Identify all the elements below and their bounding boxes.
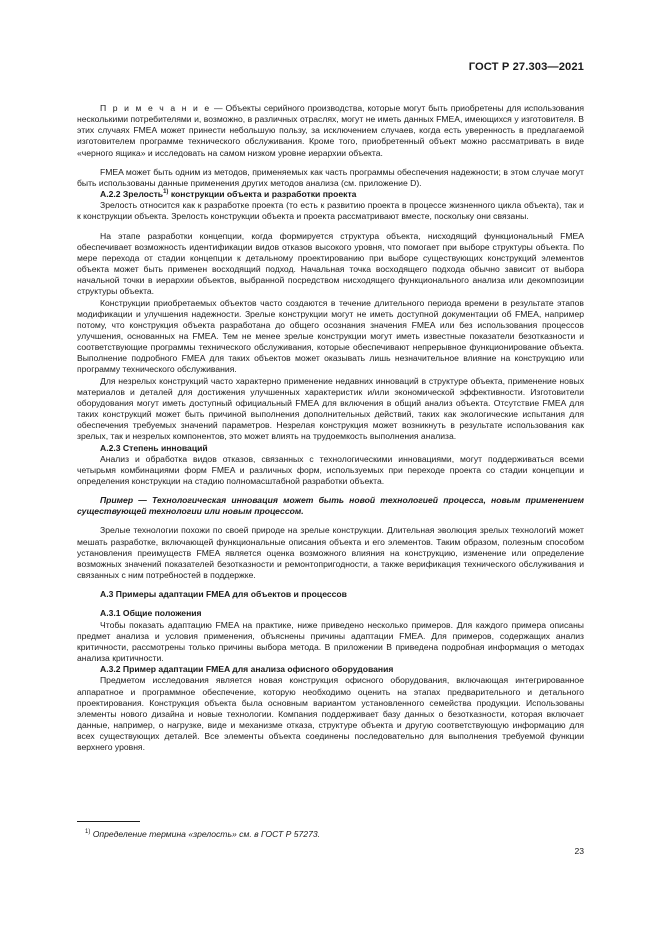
heading-a22-text: A.2.2 Зрелость <box>100 189 164 200</box>
note-label: П р и м е ч а н и е <box>100 103 211 113</box>
heading-a23: A.2.3 Степень инноваций <box>100 442 208 453</box>
paragraph-office: Предметом исследования является новая конструкция офисного оборудования, включающая интегрированное аппаратное и программное обеспечение, которую необходимо оценить на этапах предварительного и детального проектирования. Конструкция объекта была основным вариантом установленного семейства продукции. Использованы элементы нового дизайна и новые технологии. Компания поддерживает базу данных о безотказности, которая включает данные, например, о нагрузке, виде и механизме отказа, структуре объекта и другую соответствующую информацию для всех существующих деталей. Все элементы объекта соединены последовательно для выполнения требуемой функции верхнего уровня. <box>77 675 584 753</box>
footnote-text: Определение термина «зрелость» см. в ГОСТ Р 57273. <box>90 829 321 839</box>
paragraph-concept: На этапе разработки концепции, когда формируется структура объекта, нисходящий функциональный FMEA обеспечивает возможность идентификации видов отказов высокого уровня, что помогает при выборе структуры объекта. По мере перехода от стадии концепции к детальному проектированию при выборе существующих конструкций элементов объекта может быть применен восходящий подход. Начальная точка восходящего подхода обычно зависит от выбора начальной точки в иерархии объектов, выбранной посредством нисходящего функционального анализа или декомпозиции структуры объекта. <box>77 230 584 297</box>
note-paragraph <box>77 103 584 159</box>
paragraph-immature: Для незрелых конструкций часто характерно применение недавних инноваций в структуре объекта, применение новых материалов и деталей для достижения улучшенных характеристик и/или экономической эффективности. Изготовители оборудования могут иметь доступный официальный FMEA для включения в общий анализ объекта. Отсутствие FMEA для таких конструкций может быть причиной выполнения дополнительных действий, таких как экологические испытания для обеспечения требуемых значений параметров. Незрелая конструкция может возникнуть в результате использования как зрелых, так и незрелых компонентов, это может влиять на трудоемкость выполнения анализа. <box>77 375 584 442</box>
paragraph-innovation: Анализ и обработка видов отказов, связанных с технологическими инновациями, могут поддерживаться всеми четырьмя комбинациями форм FMEA и различных форм, используемых при переходе проекта со стадии концепции и определения конструкции на стадию полномасштабной разработки объекта. <box>77 453 584 486</box>
document-header: ГОСТ Р 27.303—2021 <box>468 61 584 73</box>
heading-a22-text-tail: конструкции объекта и разработки проекта <box>168 189 357 200</box>
note-text: — Объекты серийного производства, которые могут быть приобретены для использования несколькими потребителями и, возможно, в различных отраслях, могут не иметь данных FMEA, имеющихся у изготовителя. В этих случаях FMEA может принести небольшую пользу, за исключением случаев, когда есть уверенность в предлагаемой изготовителем программе технического обслуживания. Кроме того, приобретенный объект можно рассматривать в виде «черного ящика» и исследовать на самом низком уровне иерархии объекта. <box>77 103 585 158</box>
paragraph-acquired: Конструкции приобретаемых объектов часто создаются в течение длительного периода времени в результате этапов модификации и улучшения надежности. Зрелые конструкции могут не иметь доступной документации об FMEA, например потому, что конструкция объекта разработана до общего осознания значения FMEA или без использования процессов улучшения, основанных на FMEA. Тем не менее зрелые конструкции могут иметь известные показатели безотказности и соответствующие программы технического обслуживания, которые обеспечивают непрерывное функционирование объекта. Выполнение подробного FMEA для таких объектов может оказывать лишь незначительное влияние на конструкцию или программу технического обслуживания. <box>77 297 584 375</box>
footnote-mark: 1) <box>85 829 91 836</box>
heading-a3: A.3 Примеры адаптации FMEA для объектов и процессов <box>100 589 347 600</box>
heading-a31: A.3.1 Общие положения <box>100 608 202 619</box>
paragraph-fmea-method: FMEA может быть одним из методов, применяемых как часть программы обеспечения надежности; в этом случае могут быть использованы данные применения других методов анализа (см. приложение D). <box>77 166 584 188</box>
heading-a22 <box>77 189 584 200</box>
paragraph-maturity: Зрелость относится как к разработке проекта (то есть к развитию проекта в процессе жизненного цикла объекта), так и к конструкции объекта. Зрелость конструкции объекта и проекта рассматривают вместе, поскольку они связаны. <box>77 200 584 222</box>
page-number: 23 <box>574 846 584 856</box>
document-body <box>77 103 584 753</box>
paragraph-general: Чтобы показать адаптацию FMEA на практике, ниже приведено несколько примеров. Для каждого примера описаны предмет анализа и условия применения, объяснены причины адаптации FMEA. Для примеров, содержащих анализ критичности, рассмотрены только причины выбора метода. В приложении B приведена подробная информация о методах анализа критичности. <box>77 619 584 664</box>
footnote-ref: 1) <box>163 189 169 196</box>
footnote <box>77 829 320 839</box>
footnote-divider <box>77 821 140 822</box>
paragraph-mature-tech: Зрелые технологии похожи по своей природе на зрелые конструкции. Длительная эволюция зрелых технологий может мешать разработке, включающей функциональные описания объекта и его элементов. Таким образом, полезным способом установления преимуществ FMEA является оценка возможного влияния на конструкцию, изменение или определение возможных значений показателей безотказности и ремонтопригодности, а также верификация технического обслуживания и связанных с ним потребностей в поддержке. <box>77 525 584 581</box>
heading-a32: A.3.2 Пример адаптации FMEA для анализа офисного оборудования <box>100 664 394 675</box>
example-paragraph: Пример — Технологическая инновация может быть новой технологией процесса, новым применением существующей технологии или новым процессом. <box>77 495 584 517</box>
